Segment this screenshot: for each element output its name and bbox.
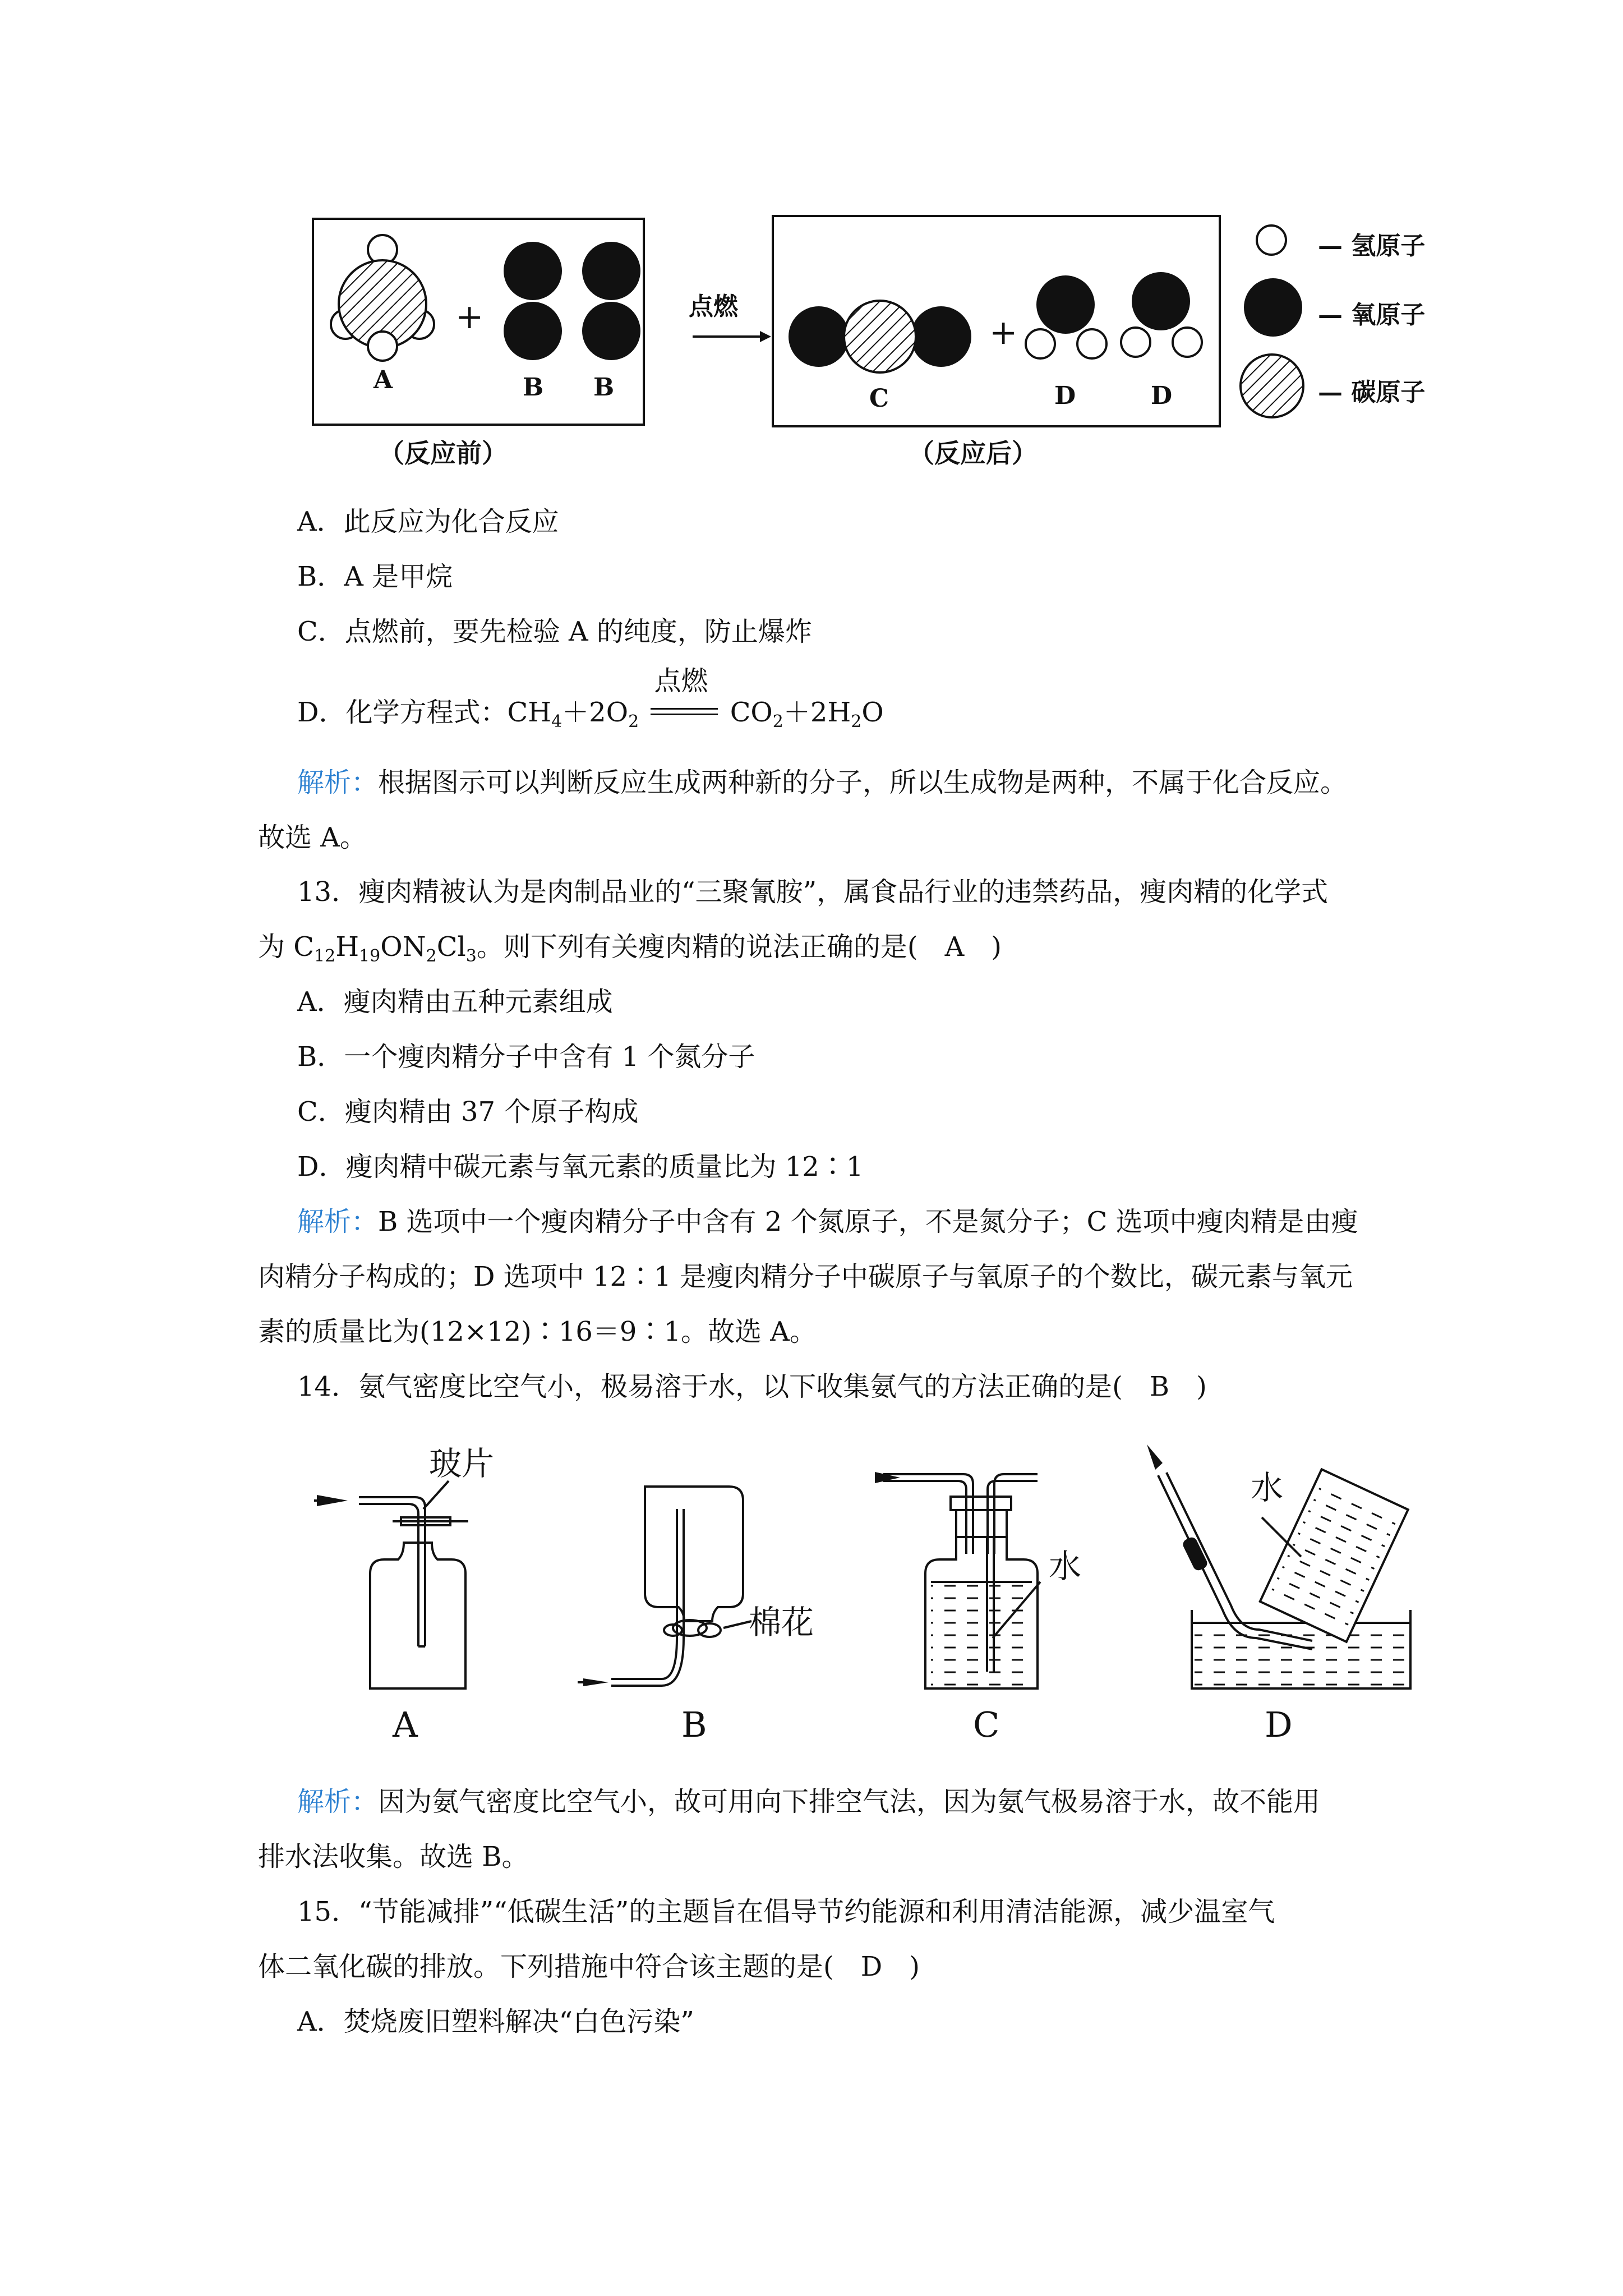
fig-label-glass: 玻片	[429, 1444, 495, 1483]
q12-option-b: B．A 是甲烷	[297, 561, 453, 592]
apparatus-c	[883, 1474, 1040, 1688]
gas-collection-figure	[0, 1425, 1623, 1761]
fig-option-a: A	[393, 1704, 418, 1745]
q12-analysis-2: 故选 A。	[258, 822, 367, 853]
q14-analysis-2: 排水法收集。故选 B。	[258, 1841, 529, 1872]
analysis-tag: 解析：	[297, 767, 379, 798]
methane-molecule-a	[331, 235, 434, 361]
co2-molecule-c	[789, 301, 971, 372]
water-molecule-d1	[1026, 275, 1106, 358]
label-d2: D	[1151, 381, 1173, 410]
label-b2: B	[593, 373, 615, 402]
q13-stem-1: 13．瘦肉精被认为是肉制品业的“三聚氰胺”，属食品行业的违禁药品，瘦肉精的化学式	[297, 876, 1329, 908]
q12-option-c: C．点燃前，要先检验 A 的纯度，防止爆炸	[297, 616, 812, 647]
caption-after: （反应后）	[909, 438, 1038, 468]
hydrogen-legend-icon	[1257, 226, 1286, 255]
label-b1: B	[523, 373, 544, 402]
label-d1: D	[1054, 381, 1076, 410]
q13-option-a: A．瘦肉精由五种元素组成	[297, 986, 613, 1018]
arrow-label: 点燃	[689, 292, 738, 321]
q13-analysis-1: 解析：B 选项中一个瘦肉精分子中含有 2 个氮原子，不是氮分子；C 选项中瘦肉精是由瘦	[297, 1206, 1358, 1237]
q13-option-b: B．一个瘦肉精分子中含有 1 个氮分子	[297, 1041, 755, 1073]
oxygen-molecule-b2	[582, 242, 640, 360]
fig-label-cotton: 棉花	[749, 1603, 814, 1641]
analysis-tag: 解析：	[297, 1206, 379, 1237]
caption-before: （反应前）	[379, 438, 508, 468]
plus-left: +	[455, 297, 484, 337]
q14-stem: 14．氨气密度比空气小，极易溶于水，以下收集氨气的方法正确的是( B )	[297, 1371, 1207, 1402]
analysis-tag: 解析：	[297, 1786, 379, 1818]
oxygen-molecule-b1	[504, 242, 562, 360]
q14-analysis-1: 解析：因为氨气密度比空气小，故可用向下排空气法，因为氨气极易溶于水，故不能用	[297, 1786, 1321, 1818]
legend-oxygen: — 氧原子	[1318, 301, 1426, 329]
q15-stem-1: 15．“节能减排”“低碳生活”的主题旨在倡导节约能源和利用清洁能源，减少温室气	[297, 1896, 1275, 1927]
legend-hydrogen: — 氢原子	[1318, 232, 1426, 260]
apparatus-a	[359, 1481, 468, 1688]
q13-stem-2: 为 $C_{12}H_{19}ON_2Cl_3$。则下列有关瘦肉精的说法正确的是( A )	[258, 931, 1002, 966]
fig-label-water-c: 水	[1049, 1547, 1082, 1585]
reaction-condition: 点燃	[651, 696, 718, 729]
legend-carbon: — 碳原子	[1318, 378, 1426, 407]
carbon-legend-icon	[1241, 355, 1303, 417]
q12-option-a: A．此反应为化合反应	[297, 506, 559, 537]
fig-label-water-d: 水	[1251, 1469, 1284, 1507]
fig-option-b: B	[681, 1704, 707, 1745]
label-a: A	[374, 366, 393, 394]
fig-option-d: D	[1265, 1704, 1293, 1745]
q13-analysis-3: 素的质量比为(12×12)∶16＝9∶1。故选 A。	[258, 1316, 817, 1347]
apparatus-d	[1158, 1469, 1410, 1688]
water-molecule-d2	[1121, 272, 1202, 357]
fig-option-c: C	[973, 1704, 1000, 1745]
label-c: C	[869, 384, 889, 413]
q13-option-c: C．瘦肉精由 37 个原子构成	[297, 1096, 639, 1128]
q15-stem-2: 体二氧化碳的排放。下列措施中符合该主题的是( D )	[258, 1951, 920, 1982]
plus-right: +	[989, 313, 1018, 352]
apparatus-b	[611, 1487, 751, 1686]
oxygen-legend-icon	[1244, 278, 1302, 337]
q13-analysis-2: 肉精分子构成的；D 选项中 12∶1 是瘦肉精分子中碳原子与氧原子的个数比，碳元素与氧元	[258, 1261, 1353, 1292]
q13-option-d: D．瘦肉精中碳元素与氧元素的质量比为 12∶1	[297, 1151, 864, 1182]
q12-option-d: D．化学方程式：$CH_4+2O_2$ 点燃 $CO_2+2H_2O$	[297, 665, 884, 731]
q12-analysis: 解析：根据图示可以判断反应生成两种新的分子，所以生成物是两种，不属于化合反应。	[297, 767, 1348, 798]
q15-option-a: A．焚烧废旧塑料解决“白色污染”	[297, 2006, 694, 2037]
